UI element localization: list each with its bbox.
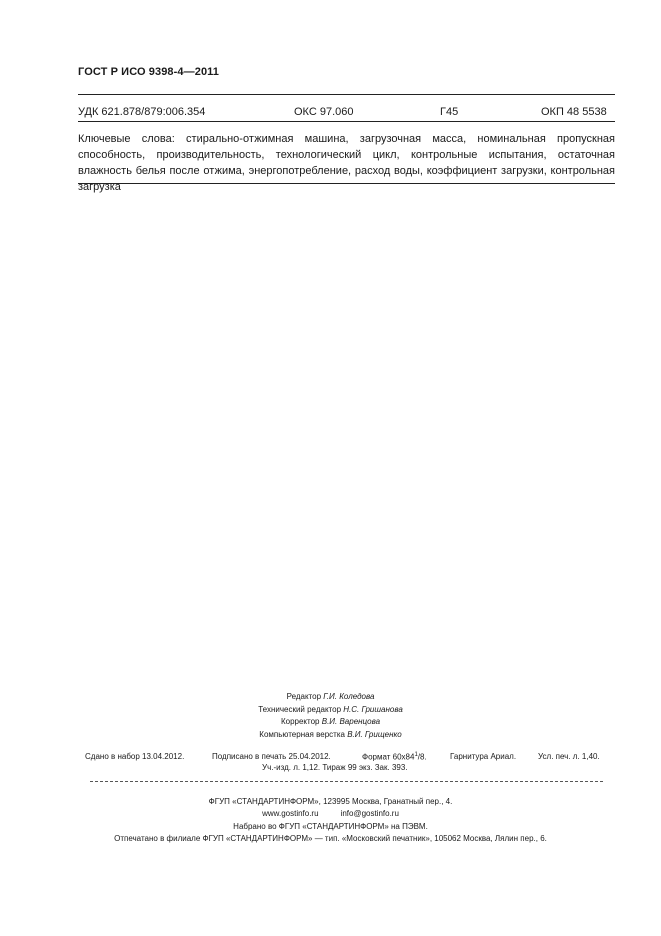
group-code: Г45 bbox=[440, 106, 459, 118]
credit-role: Компьютерная верстка bbox=[259, 729, 345, 739]
typeface: Гарнитура Ариал. bbox=[450, 752, 517, 761]
editorial-credits bbox=[0, 691, 661, 741]
credit-role: Редактор bbox=[286, 692, 322, 701]
credit-name: В.И. Грищенко bbox=[347, 729, 402, 739]
typeset-note: Набрано во ФГУП «СТАНДАРТИНФОРМ» на ПЭВМ. bbox=[233, 821, 428, 831]
signed-date: Подписано в печать 25.04.2012. bbox=[212, 752, 331, 761]
classification-rule bbox=[78, 121, 615, 122]
credit-editor bbox=[0, 691, 661, 704]
print-sheets: Усл. печ. л. 1,40. bbox=[538, 752, 600, 761]
credit-role: Технический редактор bbox=[258, 704, 342, 714]
imprint-divider bbox=[90, 781, 603, 782]
format-suffix: /8. bbox=[417, 752, 427, 762]
credit-corrector bbox=[0, 716, 661, 729]
okp-code: ОКП 48 5538 bbox=[541, 106, 607, 118]
credit-tech-editor bbox=[0, 704, 661, 717]
standard-designation: ГОСТ Р ИСО 9398-4—2011 bbox=[78, 66, 219, 78]
paper-format bbox=[362, 752, 427, 762]
submitted-date: Сдано в набор 13.04.2012. bbox=[85, 752, 185, 761]
imprint-block bbox=[0, 796, 661, 845]
credit-role: Корректор bbox=[280, 717, 320, 726]
format-sup: 1 bbox=[414, 752, 418, 758]
contact-line bbox=[0, 808, 661, 820]
website-link[interactable]: www.gostinfo.ru bbox=[262, 809, 319, 819]
udk-code: УДК 621.878/879:006.354 bbox=[78, 106, 206, 118]
credit-name: В.И. Варенцова bbox=[321, 717, 381, 726]
printed-note: Отпечатано в филиале ФГУП «СТАНДАРТИНФОРМ» — тип. «Московский печатник», 105062 Москва, Лялин пер., 6. bbox=[114, 833, 547, 843]
keywords-rule bbox=[78, 183, 615, 184]
oks-code: ОКС 97.060 bbox=[294, 106, 354, 118]
edition-line: Уч.-изд. л. 1,12. Тираж 99 экз. Зак. 393. bbox=[262, 763, 408, 772]
email-link[interactable]: info@gostinfo.ru bbox=[340, 809, 399, 819]
credit-layout bbox=[0, 729, 661, 742]
keywords-paragraph: Ключевые слова: стирально-отжимная машина, загрузочная масса, номинальная пропускная способность, производительность, технологический цикл, контрольные испытания, остаточная влажность белья после отжима, энергопотребление, расход воды, коэффициент загрузки, контрольная загрузка bbox=[78, 133, 615, 193]
top-rule bbox=[78, 94, 615, 95]
credit-name: Г.И. Коледова bbox=[323, 692, 375, 701]
credit-name: Н.С. Гришанова bbox=[343, 704, 403, 714]
format-prefix: Формат 60х84 bbox=[362, 752, 415, 762]
publisher-address: ФГУП «СТАНДАРТИНФОРМ», 123995 Москва, Гранатный пер., 4. bbox=[208, 797, 453, 806]
